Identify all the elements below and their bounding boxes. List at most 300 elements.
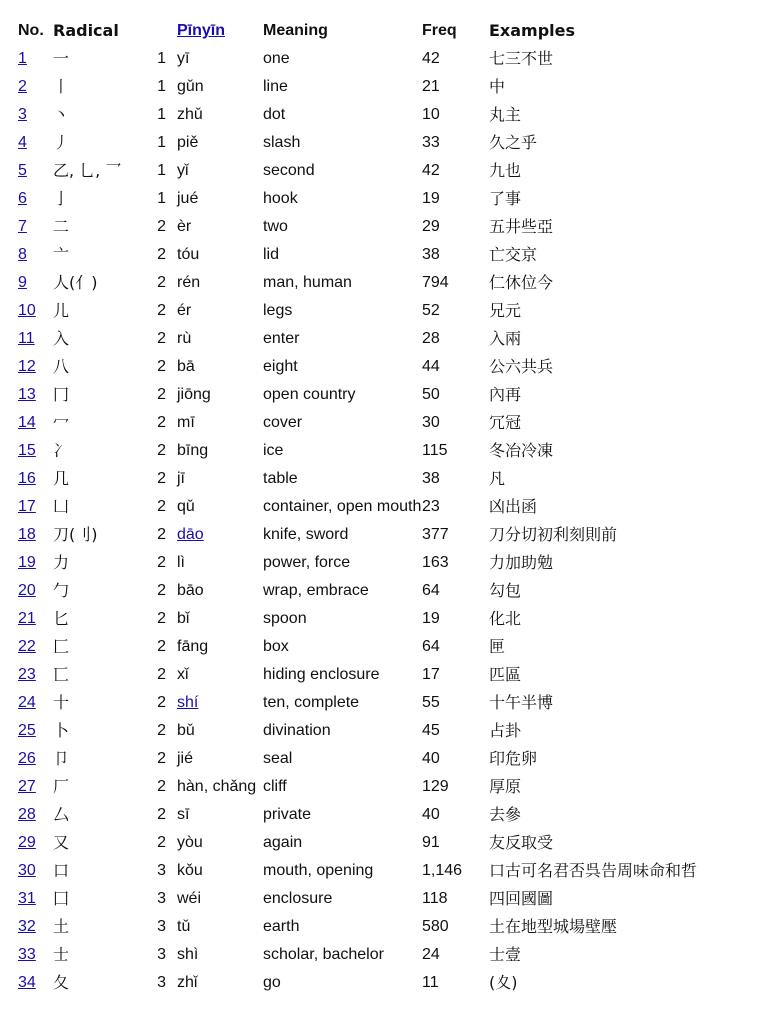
examples-cell: 中 [489,77,506,96]
examples-cell: 亡交京 [489,245,538,264]
meaning-cell: seal [263,750,293,767]
pinyin-cell: jiōng [177,386,211,403]
stroke-count-cell: 2 [157,330,166,347]
examples-cell: 內再 [489,385,522,404]
radical-cell: 丶 [53,105,70,124]
radical-cell: 几 [53,469,70,488]
frequency-cell: 580 [422,918,449,935]
row-number-link[interactable]: 8 [18,246,27,263]
meaning-cell: cliff [263,778,287,795]
radical-cell: 凵 [53,497,70,516]
row-number-cell[interactable] [18,913,46,941]
pinyin-cell: tǔ [177,918,191,935]
row-number-cell[interactable] [18,969,46,997]
stroke-count-cell: 1 [157,78,166,95]
examples-cell: 厚原 [489,777,522,796]
pinyin-link[interactable]: dāo [177,526,204,543]
header-pinyin[interactable] [177,17,263,45]
stroke-count-cell: 2 [157,694,166,711]
row-number-link[interactable]: 12 [18,358,36,375]
frequency-cell: 50 [422,386,440,403]
stroke-count-cell: 2 [157,246,166,263]
meaning-cell: line [263,78,288,95]
table-row [0,185,768,213]
pinyin-cell: gǔn [177,78,204,95]
examples-cell: 凡 [489,469,506,488]
pinyin-cell: bǐ [177,610,190,627]
stroke-count-cell: 2 [157,386,166,403]
row-number-cell[interactable] [18,493,46,521]
pinyin-cell: piě [177,134,199,151]
examples-cell: 化北 [489,609,522,628]
table-row [0,829,768,857]
radical-cell: 一 [53,49,70,68]
meaning-cell: eight [263,358,298,375]
stroke-count-cell: 2 [157,526,166,543]
stroke-count-cell: 2 [157,638,166,655]
meaning-cell: spoon [263,610,307,627]
stroke-count-cell: 2 [157,582,166,599]
stroke-count-cell: 2 [157,218,166,235]
table-row [0,45,768,73]
meaning-cell: enter [263,330,300,347]
table-row [0,353,768,381]
meaning-cell: go [263,974,281,991]
examples-cell: 占卦 [489,721,522,740]
header-pinyin-link[interactable]: Pīnyīn [177,22,226,39]
radical-cell: 口 [53,861,70,880]
frequency-cell: 55 [422,694,440,711]
table-row [0,325,768,353]
pinyin-cell: bāo [177,582,204,599]
radical-cell: 卜 [53,721,70,740]
meaning-cell: slash [263,134,301,151]
stroke-count-cell: 2 [157,834,166,851]
meaning-cell: cover [263,414,303,431]
pinyin-cell: wéi [177,890,202,907]
meaning-cell: wrap, embrace [263,582,369,599]
row-number-link[interactable]: 27 [18,778,36,795]
table-row [0,857,768,885]
frequency-cell: 17 [422,666,440,683]
meaning-cell: enclosure [263,890,333,907]
row-number-link[interactable]: 10 [18,302,36,319]
meaning-cell: dot [263,106,286,123]
table-row [0,661,768,689]
stroke-count-cell: 1 [157,106,166,123]
radical-cell: 又 [53,833,70,852]
pinyin-cell: hàn, chǎng [177,778,257,795]
table-body [0,45,768,997]
row-number-link[interactable]: 5 [18,162,27,179]
frequency-cell: 28 [422,330,440,347]
row-number-cell[interactable] [18,213,46,241]
row-number-cell[interactable] [18,353,46,381]
meaning-cell: box [263,638,289,655]
row-number-link[interactable]: 17 [18,498,36,515]
frequency-cell: 38 [422,470,440,487]
row-number-link[interactable]: 1 [18,50,27,67]
row-number-cell[interactable] [18,717,46,745]
examples-cell: 匣 [489,637,506,656]
radical-cell: 厂 [53,777,70,796]
examples-cell: 去參 [489,805,522,824]
row-number-cell[interactable] [18,45,46,73]
meaning-cell: hook [263,190,298,207]
radical-cell: 亠 [53,245,70,264]
stroke-count-cell: 3 [157,862,166,879]
header-meaning: Meaning [263,22,328,39]
row-number-link[interactable]: 33 [18,946,36,963]
stroke-count-cell: 2 [157,414,166,431]
row-number-cell[interactable] [18,157,46,185]
examples-cell: 四回國圖 [489,889,554,908]
table-row [0,633,768,661]
pinyin-cell: yī [177,50,190,67]
table-row [0,465,768,493]
row-number-link[interactable]: 26 [18,750,36,767]
stroke-count-cell: 1 [157,162,166,179]
pinyin-cell: bǔ [177,722,195,739]
radical-cell: 丿 [53,133,70,152]
table-row [0,101,768,129]
row-number-link[interactable]: 16 [18,470,36,487]
row-number-cell[interactable] [18,437,46,465]
pinyin-cell: shì [177,946,199,963]
stroke-count-cell: 2 [157,442,166,459]
header-radical: Radical [53,21,119,40]
row-number-cell[interactable] [18,101,46,129]
examples-cell: 冬冶冷凍 [489,441,554,460]
examples-cell: 勾包 [489,581,522,600]
stroke-count-cell: 1 [157,190,166,207]
examples-cell: 土在地型城場壁壓 [489,917,618,936]
row-number-cell[interactable] [18,129,46,157]
row-number-link[interactable]: 21 [18,610,36,627]
frequency-cell: 38 [422,246,440,263]
frequency-cell: 52 [422,302,440,319]
row-number-link[interactable]: 24 [18,694,36,711]
meaning-cell: lid [263,246,280,263]
pinyin-link[interactable]: shí [177,694,199,711]
frequency-cell: 794 [422,274,449,291]
row-number-cell[interactable] [18,73,46,101]
row-number-link[interactable]: 32 [18,918,36,935]
meaning-cell: knife, sword [263,526,349,543]
examples-cell: 友反取受 [489,833,554,852]
examples-cell: 士壹 [489,945,522,964]
radical-cell: 二 [53,217,70,236]
meaning-cell: private [263,806,312,823]
frequency-cell: 24 [422,946,440,963]
header-examples: Examples [489,21,576,40]
row-number-link[interactable]: 11 [18,330,35,347]
radical-cell: 土 [53,917,70,936]
row-number-cell[interactable] [18,857,46,885]
pinyin-cell[interactable] [177,521,263,549]
radical-cell: 亅 [53,189,70,208]
table-row [0,885,768,913]
meaning-cell: second [263,162,315,179]
row-number-cell[interactable] [18,577,46,605]
frequency-cell: 19 [422,190,440,207]
meaning-cell: two [263,218,288,235]
frequency-cell: 1,146 [422,862,463,879]
meaning-cell: hiding enclosure [263,666,380,683]
row-number-link[interactable]: 30 [18,862,36,879]
radical-cell: 匸 [53,665,70,684]
table-row [0,241,768,269]
pinyin-cell: xǐ [177,666,189,683]
examples-cell: (夊) [489,973,518,992]
table-row [0,801,768,829]
stroke-count-cell: 1 [157,134,166,151]
row-number-cell[interactable] [18,297,46,325]
radical-cell: 勹 [53,581,70,600]
stroke-count-cell: 2 [157,778,166,795]
row-number-cell[interactable] [18,801,46,829]
row-number-cell[interactable] [18,941,46,969]
row-number-cell[interactable] [18,829,46,857]
pinyin-cell: sī [177,806,190,823]
meaning-cell: open country [263,386,356,403]
examples-cell: 七三不世 [489,49,554,68]
radical-cell: 刀(刂) [53,525,98,544]
meaning-cell: container, open mouth [263,498,422,515]
radical-cell: 卩 [53,749,70,768]
pinyin-cell: jī [177,470,185,487]
row-number-link[interactable]: 4 [18,134,27,151]
meaning-cell: man, human [263,274,352,291]
stroke-count-cell: 2 [157,358,166,375]
frequency-cell: 64 [422,638,440,655]
pinyin-cell: kǒu [177,862,203,879]
stroke-count-cell: 2 [157,750,166,767]
frequency-cell: 29 [422,218,440,235]
row-number-link[interactable]: 15 [18,442,36,459]
examples-cell: 九也 [489,161,522,180]
examples-cell: 丸主 [489,105,522,124]
row-number-cell[interactable] [18,409,46,437]
table-row [0,689,768,717]
row-number-cell[interactable] [18,661,46,689]
pinyin-cell: jué [177,190,199,207]
table-row [0,745,768,773]
frequency-cell: 42 [422,162,440,179]
row-number-link[interactable]: 9 [18,274,27,291]
pinyin-cell: yǐ [177,162,189,179]
row-number-cell[interactable] [18,745,46,773]
table-row [0,969,768,997]
radical-cell: 夂 [53,973,70,992]
pinyin-cell: yòu [177,834,203,851]
examples-cell: 印危卵 [489,749,538,768]
pinyin-cell[interactable] [177,689,263,717]
frequency-cell: 19 [422,610,440,627]
row-number-link[interactable]: 2 [18,78,27,95]
row-number-link[interactable]: 20 [18,582,36,599]
radical-cell: 冫 [53,441,70,460]
stroke-count-cell: 2 [157,470,166,487]
meaning-cell: ice [263,442,284,459]
header-no: No. [18,22,44,39]
pinyin-cell: lì [177,554,185,571]
row-number-link[interactable]: 31 [18,890,36,907]
frequency-cell: 40 [422,750,440,767]
row-number-link[interactable]: 25 [18,722,36,739]
meaning-cell: mouth, opening [263,862,374,879]
examples-cell: 十午半博 [489,693,554,712]
radical-cell: 冖 [53,413,70,432]
pinyin-cell: qǔ [177,498,195,515]
frequency-cell: 11 [422,974,439,991]
pinyin-cell: ér [177,302,192,319]
frequency-cell: 91 [422,834,440,851]
frequency-cell: 129 [422,778,449,795]
stroke-count-cell: 3 [157,890,166,907]
radical-cell: 乙, ⺃, ⺂ [53,161,122,180]
frequency-cell: 64 [422,582,440,599]
frequency-cell: 40 [422,806,440,823]
table-row [0,409,768,437]
stroke-count-cell: 3 [157,946,166,963]
frequency-cell: 21 [422,78,440,95]
stroke-count-cell: 2 [157,274,166,291]
stroke-count-cell: 2 [157,302,166,319]
row-number-link[interactable]: 7 [18,218,27,235]
radical-cell: 力 [53,553,70,572]
row-number-cell[interactable] [18,465,46,493]
table-row [0,605,768,633]
frequency-cell: 23 [422,498,440,515]
examples-cell: 公六共兵 [489,357,554,376]
pinyin-cell: zhǐ [177,974,198,991]
meaning-cell: legs [263,302,293,319]
table-row [0,577,768,605]
pinyin-cell: bā [177,358,195,375]
table-row [0,381,768,409]
pinyin-cell: tóu [177,246,200,263]
row-number-link[interactable]: 6 [18,190,27,207]
table-row [0,913,768,941]
stroke-count-cell: 2 [157,498,166,515]
pinyin-cell: rù [177,330,192,347]
row-number-link[interactable]: 23 [18,666,36,683]
radical-cell: 囗 [53,889,70,908]
frequency-cell: 45 [422,722,440,739]
stroke-count-cell: 2 [157,554,166,571]
row-number-link[interactable]: 34 [18,974,36,991]
meaning-cell: divination [263,722,331,739]
table-row [0,157,768,185]
table-row [0,73,768,101]
meaning-cell: table [263,470,298,487]
meaning-cell: power, force [263,554,351,571]
examples-cell: 入兩 [489,329,522,348]
row-number-cell[interactable] [18,885,46,913]
row-number-link[interactable]: 22 [18,638,36,655]
row-number-link[interactable]: 28 [18,806,36,823]
examples-cell: 了事 [489,189,522,208]
table-row [0,549,768,577]
frequency-cell: 30 [422,414,440,431]
frequency-cell: 10 [422,106,440,123]
meaning-cell: scholar, bachelor [263,946,384,963]
row-number-link[interactable]: 19 [18,554,36,571]
radical-cell: 入 [53,329,70,348]
row-number-cell[interactable] [18,521,46,549]
row-number-cell[interactable] [18,633,46,661]
radical-cell: 厶 [53,805,70,824]
row-number-cell[interactable] [18,689,46,717]
row-number-cell[interactable] [18,381,46,409]
examples-cell: 仁休位今 [489,273,554,292]
examples-cell: 刀分切初利刻則前 [489,525,618,544]
meaning-cell: earth [263,918,300,935]
row-number-link[interactable]: 13 [18,386,36,403]
radical-cell: 十 [53,693,70,712]
table-row [0,213,768,241]
radical-cell: 儿 [53,301,70,320]
table-row [0,129,768,157]
radical-table [0,17,768,997]
stroke-count-cell: 2 [157,610,166,627]
radical-cell: 丨 [53,77,70,96]
table-row [0,521,768,549]
row-number-link[interactable]: 18 [18,526,36,543]
stroke-count-cell: 2 [157,666,166,683]
pinyin-cell: bīng [177,442,209,459]
radical-cell: 人(亻) [53,273,98,292]
radical-cell: 士 [53,945,70,964]
table-row [0,437,768,465]
frequency-cell: 118 [422,890,448,907]
row-number-link[interactable]: 3 [18,106,27,123]
header-freq: Freq [422,22,457,39]
row-number-cell[interactable] [18,773,46,801]
examples-cell: 冗冠 [489,413,522,432]
frequency-cell: 33 [422,134,440,151]
table-header-row [0,17,768,45]
radical-cell: 冂 [53,385,70,404]
radical-cell: 匚 [53,637,70,656]
frequency-cell: 44 [422,358,440,375]
frequency-cell: 163 [422,554,449,571]
examples-cell: 力加助勉 [489,553,554,572]
examples-cell: 匹區 [489,665,522,684]
examples-cell: 口古可名君否呉告周味命和哲 [489,861,698,880]
row-number-link[interactable]: 14 [18,414,36,431]
pinyin-cell: fāng [177,638,209,655]
row-number-cell[interactable] [18,241,46,269]
table-row [0,773,768,801]
stroke-count-cell: 2 [157,806,166,823]
stroke-count-cell: 2 [157,722,166,739]
stroke-count-cell: 1 [157,50,166,67]
pinyin-cell: rén [177,274,201,291]
radical-cell: 八 [53,357,70,376]
table-row [0,941,768,969]
row-number-cell[interactable] [18,549,46,577]
row-number-cell[interactable] [18,325,46,353]
examples-cell: 五井些亞 [489,217,554,236]
row-number-cell[interactable] [18,185,46,213]
row-number-cell[interactable] [18,605,46,633]
row-number-cell[interactable] [18,269,46,297]
row-number-link[interactable]: 29 [18,834,36,851]
frequency-cell: 115 [422,442,448,459]
pinyin-cell: mī [177,414,195,431]
